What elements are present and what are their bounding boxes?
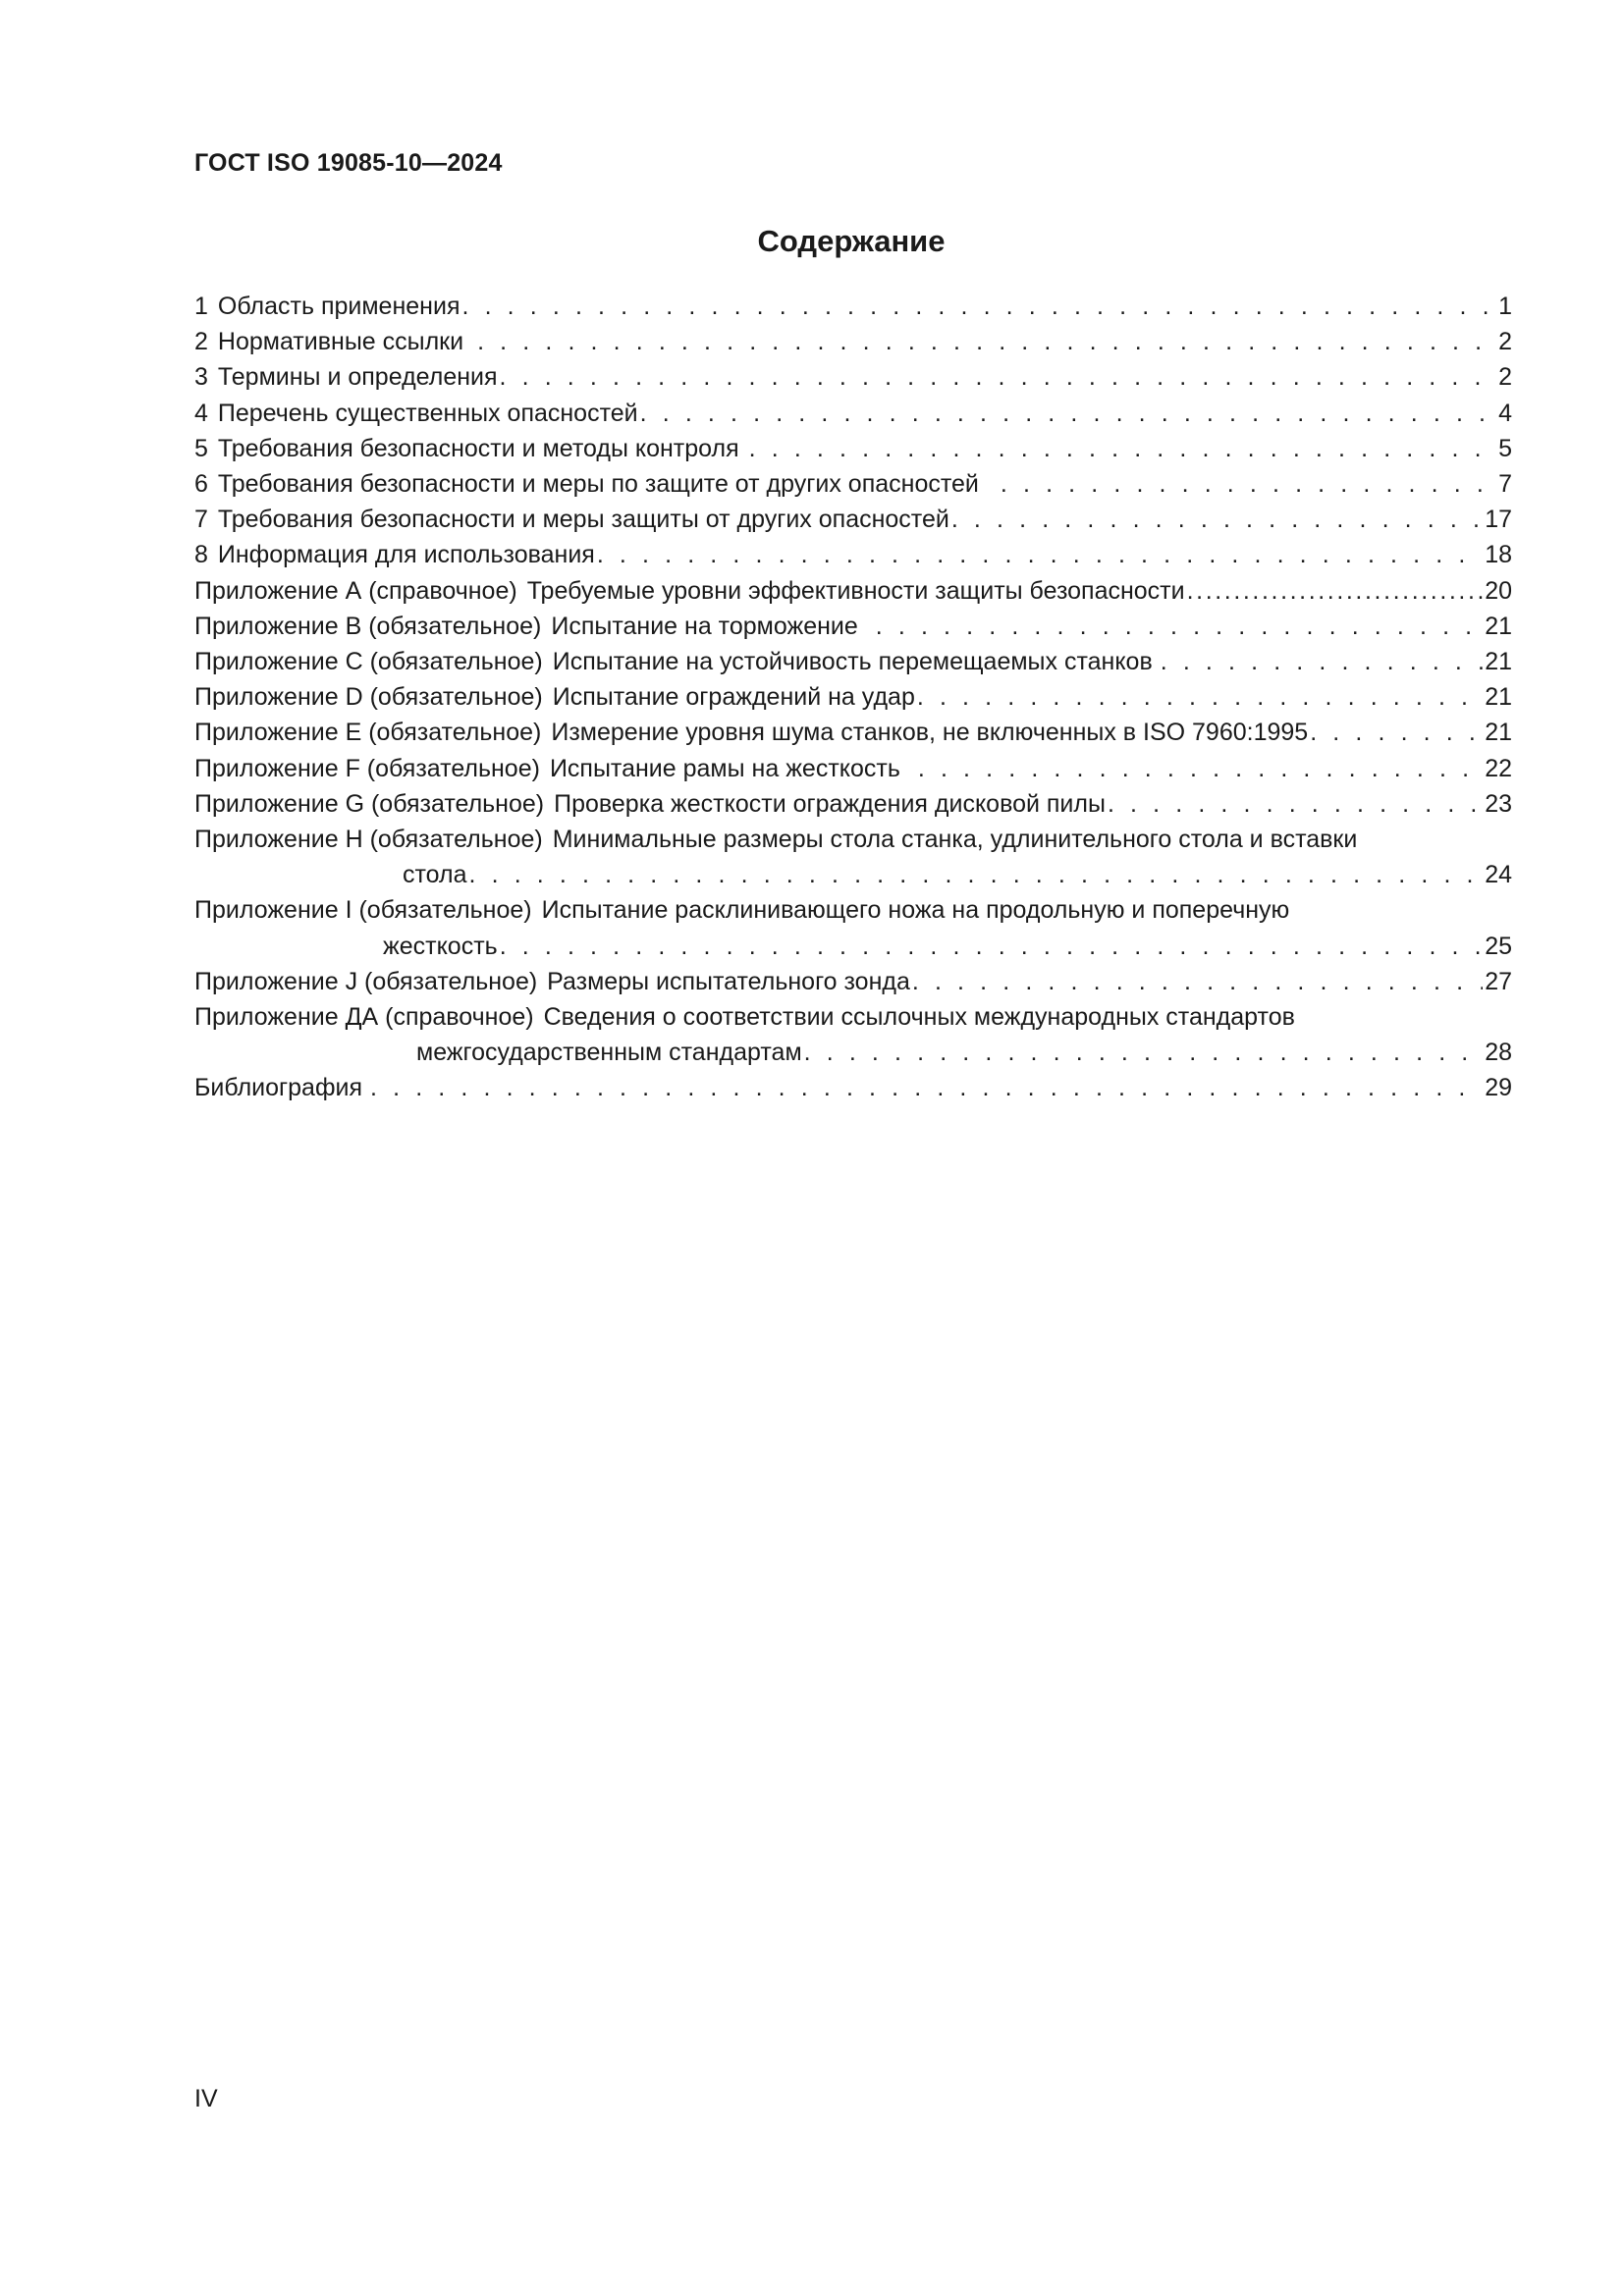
toc-entry-title-continued: межгосударственным стандартам: [416, 1039, 802, 1067]
dot-leader: [917, 679, 1483, 715]
toc-entry-label: 4: [194, 399, 208, 427]
toc-entry-page: 7: [1498, 470, 1512, 499]
dot-leader: [640, 396, 1496, 431]
toc-entry-annex-da[interactable]: [194, 999, 1512, 1070]
toc-entry-title: Измерение уровня шума станков, не включенных в ISO 7960:1995: [551, 719, 1309, 747]
dot-leader: [500, 929, 1484, 964]
dot-leader: [370, 1070, 1483, 1105]
toc-title: Содержание: [757, 224, 946, 258]
toc-entry-page: 20: [1485, 576, 1512, 605]
dot-leader: [918, 751, 1483, 786]
toc-entry-label: Приложение G (обязательное): [194, 789, 545, 818]
page-number: IV: [194, 2085, 218, 2112]
toc-entry-label: Приложение I (обязательное): [194, 896, 532, 925]
toc-entry-page: 29: [1485, 1074, 1512, 1102]
dot-leader: [597, 537, 1483, 572]
toc-entry-page: 25: [1485, 932, 1512, 960]
toc-entry-label: Приложение С (обязательное): [194, 648, 543, 676]
toc-entry-title: Испытание ограждений на удар: [552, 683, 915, 712]
toc-entry-title: Нормативные ссылки: [217, 328, 464, 356]
toc-entry-annex-a[interactable]: [194, 573, 1512, 609]
toc-entry-bibliography[interactable]: [194, 1070, 1512, 1105]
toc-entry-label: Приложение F (обязательное): [194, 754, 540, 782]
toc-entry-page: 2: [1498, 363, 1512, 392]
toc-entry-annex-d[interactable]: [194, 679, 1512, 715]
toc-entry-page: 28: [1485, 1039, 1512, 1067]
toc-entry-page: 5: [1498, 434, 1512, 462]
toc-entry-title: Минимальные размеры стола станка, удлинительного стола и вставки: [552, 826, 1358, 854]
toc-entry-page: 22: [1485, 754, 1512, 782]
toc-entry-annex-c[interactable]: [194, 644, 1512, 679]
dot-leader: [1001, 466, 1496, 502]
toc-entry-title: Требования безопасности и методы контроля: [217, 434, 739, 462]
toc-entry-title: Перечень существенных опасностей: [217, 399, 638, 427]
toc-entry-label: 7: [194, 506, 208, 534]
toc-entry-page: 21: [1485, 719, 1512, 747]
dot-leader: [469, 857, 1484, 892]
toc-entry-label: 3: [194, 363, 208, 392]
toc-entry-title-continued: стола: [403, 861, 467, 889]
dot-leader: [951, 502, 1483, 537]
toc-entry-label: Приложение Н (обязательное): [194, 826, 543, 854]
toc-entry-title: Испытание на устойчивость перемещаемых станков: [552, 648, 1153, 676]
toc-entry-title: Область применения: [217, 293, 460, 320]
toc-entry-label: Приложение В (обязательное): [194, 612, 542, 640]
toc-entry-title: Требования безопасности и меры защиты от других опасностей: [217, 506, 949, 534]
dot-leader: [1108, 786, 1483, 822]
toc-entry-label: 6: [194, 470, 208, 499]
toc-entry-annex-g[interactable]: [194, 786, 1512, 822]
dot-leader: [1310, 715, 1483, 750]
toc-entry-page: 23: [1485, 789, 1512, 818]
toc-entry-title: Испытание на торможение: [551, 612, 858, 640]
toc-entry-page: 24: [1485, 861, 1512, 889]
toc-entry-6[interactable]: [194, 466, 1512, 502]
toc-entry-label: 5: [194, 434, 208, 462]
toc-entry-label: Приложение J (обязательное): [194, 967, 538, 995]
table-of-contents: [194, 289, 1512, 1106]
toc-entry-annex-f[interactable]: [194, 751, 1512, 786]
dot-leader: [912, 964, 1483, 999]
toc-entry-3[interactable]: [194, 359, 1512, 395]
toc-entry-page: 4: [1498, 399, 1512, 427]
toc-entry-page: 21: [1485, 683, 1512, 712]
toc-entry-label: Приложение D (обязательное): [194, 683, 543, 712]
toc-entry-title: Информация для использования: [217, 541, 595, 569]
toc-entry-2[interactable]: [194, 324, 1512, 359]
dot-leader: [461, 289, 1496, 324]
dot-leader: [804, 1035, 1484, 1070]
toc-entry-title: Библиография: [194, 1074, 363, 1102]
toc-entry-title: Требования безопасности и меры по защите от других опасностей: [217, 470, 979, 499]
toc-entry-8[interactable]: [194, 537, 1512, 572]
toc-entry-title: Испытание рамы на жесткость: [549, 754, 900, 782]
toc-entry-title: Термины и определения: [217, 363, 498, 392]
toc-entry-1[interactable]: [194, 289, 1512, 324]
toc-entry-page: 1: [1498, 293, 1512, 320]
toc-entry-annex-b[interactable]: [194, 609, 1512, 644]
toc-entry-page: 17: [1485, 506, 1512, 534]
document-id-header: ГОСТ ISO 19085-10—2024: [194, 149, 503, 177]
toc-entry-page: 27: [1485, 967, 1512, 995]
toc-entry-title-continued: жесткость: [383, 932, 498, 960]
toc-entry-4[interactable]: [194, 396, 1512, 431]
dot-leader: [876, 609, 1483, 644]
dot-leader: [1187, 573, 1484, 609]
toc-entry-5[interactable]: [194, 431, 1512, 466]
dot-leader: [477, 324, 1496, 359]
toc-entry-page: 18: [1485, 541, 1512, 569]
toc-entry-annex-e[interactable]: [194, 715, 1512, 750]
dot-leader: [1161, 644, 1483, 679]
toc-entry-label: Приложение Е (обязательное): [194, 719, 542, 747]
toc-entry-annex-i[interactable]: [194, 892, 1512, 963]
toc-entry-title: Испытание расклинивающего ножа на продольную и поперечную: [541, 896, 1290, 925]
toc-entry-title: Сведения о соответствии ссылочных международных стандартов: [543, 1003, 1295, 1032]
toc-entry-title: Размеры испытательного зонда: [547, 967, 910, 995]
toc-entry-label: 2: [194, 328, 208, 356]
toc-entry-label: 1: [194, 293, 208, 320]
toc-entry-label: Приложение А (справочное): [194, 576, 517, 605]
toc-entry-title: Требуемые уровни эффективности защиты безопасности: [526, 576, 1185, 605]
toc-entry-7[interactable]: [194, 502, 1512, 537]
toc-entry-label: Приложение ДА (справочное): [194, 1003, 534, 1032]
toc-entry-page: 21: [1485, 612, 1512, 640]
toc-entry-page: 21: [1485, 648, 1512, 676]
dot-leader: [500, 359, 1497, 395]
toc-entry-title: Проверка жесткости ограждения дисковой пилы: [554, 789, 1106, 818]
toc-entry-page: 2: [1498, 328, 1512, 356]
toc-entry-annex-h[interactable]: [194, 822, 1512, 892]
toc-entry-label: 8: [194, 541, 208, 569]
toc-entry-annex-j[interactable]: [194, 964, 1512, 999]
dot-leader: [749, 431, 1496, 466]
